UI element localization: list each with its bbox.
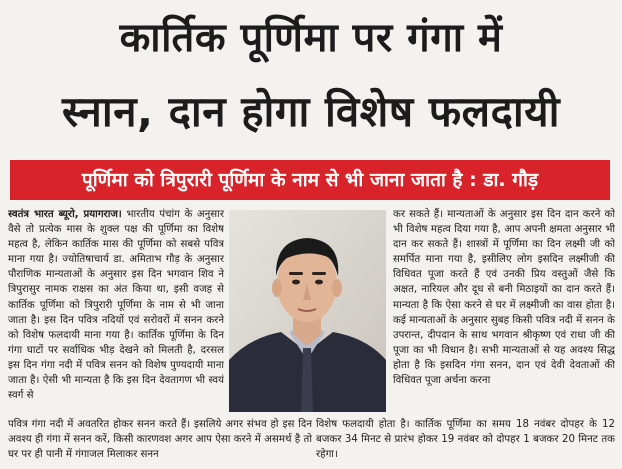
article-left-column <box>8 207 224 417</box>
headline-line-2: स्नान, दान होगा विशेष फलदायी <box>61 87 561 136</box>
headline-line-1: कार्तिक पूर्णिमा पर गंगा में <box>119 15 503 61</box>
article-bottom-left: पवित्र गंगा नदी में अवतरित होकर सनन करते हैं। इसलिये अगर संभव हो इस दिन अवश्य ही गंगा में सनन करें, किसी कारणवश अगर आप ऐसा करने में असमर्थ है तो घर पर ही पानी में गंगाजल मिलाकर सनन <box>8 419 312 461</box>
author-photo <box>229 210 386 412</box>
portrait-image <box>229 210 386 412</box>
left-column-text: भारतीय पंचांग के अनुसार वैसे तो प्रत्येक मास के शुक्ल पक्ष की पूर्णिमा का विशेष महत्व है, लेकिन कार्तिक मास की पूर्णिमा को सबसे पवित्र माना गया है। ज्योतिषाचार्य डा. अमिताभ गौड़ के अनुसार पौराणिक मान्यताओं के अनुसार इस दिन भगवान शिव ने त्रिपुरासुर नामक राक्षस का अंत किया था, इसी वजह से कार्तिक पूर्णिमा को त्रिपुरारी पूर्णिमा के नाम से भी जाना जाता है। इस दिन पवित्र नदियों एवं सरोवरों में सनन करने को विशेष फलदायी माना गया है। कार्तिक पूर्णिमा के दिन गंगा घाटों पर सर्वाधिक भीड़ देखने को मिलती है, दरसल इस दिन गंगा नदी में पवित्र सनन को विशेष पुण्यदायी माना जाता है। ऐसी भी मान्यता है कि इस दिन देवतागण भी स्वयं स्वर्ग से <box>8 209 224 402</box>
subheadline-banner: पूर्णिमा को त्रिपुरारी पूर्णिमा के नाम से भी जाना जाता है : डा. गौड़ <box>10 160 610 200</box>
article-right-column: कर सकते हैं। मान्यताओं के अनुसार इस दिन दान करने को भी विशेष महत्व दिया गया है, आप अपनी क्षमता अनुसार भी दान कर सकते हैं। शास्त्रों में पूर्णिमा का दिन लक्ष्मी जी को समर्पित माना गया है, इसीलिए लोग इसदिन लक्ष्मीजी की विधिवत पूजा करते हैं एवं उनकी प्रिय वस्तुओं जैसे कि अक्षत, नारियल और दूध से बनी मिठाइयों का दान करते हैं। मान्यता है कि ऐसा करने से घर में लक्ष्मीजी का वास होता है। कई मान्यताओं के अनुसार सुबह किसी पवित्र नदी में सनन के उपरान्त, दीपदान के साथ भगवान श्रीकृष्ण एवं राधा जी की पूजा का भी विधान है। सभी मान्यताओं से यह अवश्य सिद्ध होता है कि इसदिन गंगा सनन, दान एवं देवी देवताओं की विधिवत पूजा अर्चना करना <box>393 209 615 387</box>
dateline: स्वतंत्र भारत ब्यूरो, प्रयागराज। <box>8 209 122 220</box>
article-bottom-right: विशेष फलदायी होता है। कार्तिक पूर्णिमा का समय 18 नवंबर दोपहर के 12 बजकर 34 मिनट से प्रारंभ होकर 19 नवंबर को दोपहर 1 बजकर 20 मिनट तक रहेगा। <box>316 419 615 461</box>
